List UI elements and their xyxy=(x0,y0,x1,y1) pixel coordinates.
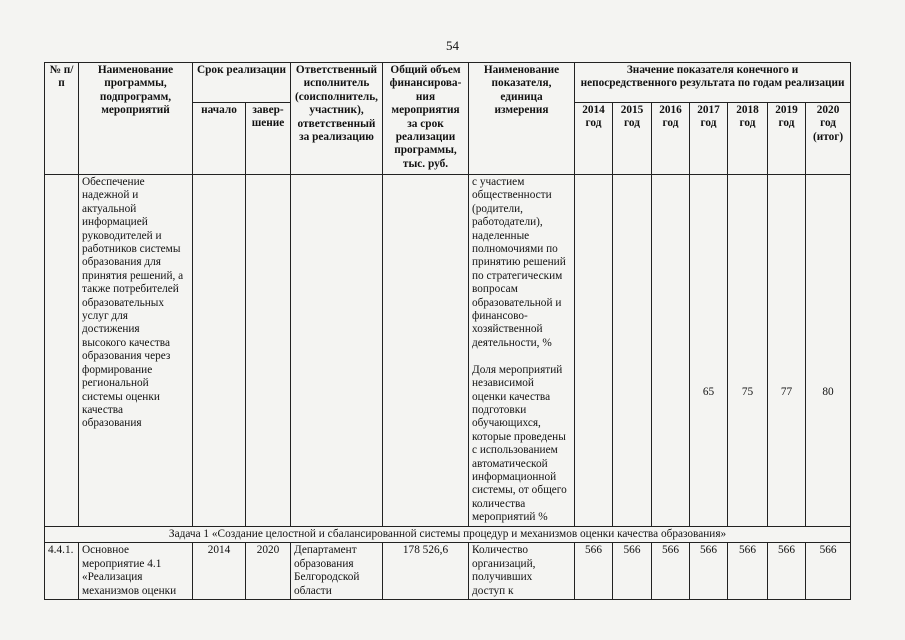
cell-value-2015: 566 xyxy=(613,543,652,600)
cell-start: 2014 xyxy=(193,543,246,600)
header-financing: Общий объем финансирова-ния мероприятия за срок реализации программы, тыс. руб. xyxy=(383,63,469,175)
header-name: Наименование программы, подпрограмм, мероприятий xyxy=(79,63,193,175)
header-responsible: Ответственный исполнитель (соисполнитель, участник), ответственный за реализацию xyxy=(291,63,383,175)
header-year-2016: 2016 год xyxy=(652,103,690,175)
cell-name: Обеспечение надежной и актуальной информацией руководителей и работников системы образования для принятия решений, а также потребителей образовательных услуг для достижения высокого качества образования через формирование региональной системы оценки качества образования xyxy=(79,175,193,527)
cell-value-2020: 80 xyxy=(806,175,851,527)
header-start: начало xyxy=(193,103,246,175)
cell-value-2017: 65 xyxy=(690,175,728,527)
cell-indicator: Количество организаций, получивших доступ к xyxy=(469,543,575,600)
cell-indicator: с участием общественности (родители, работодатели), наделенные полномочиями по принятию решений по стратегическим вопросам образовательной и финансово- хозяйственной деятельности, % Доля мероприятий независимой оценки качества подготовки обучающихся, которые проведены с использованием автоматической информационной системы, от общего количества мероприятий % xyxy=(469,175,575,527)
header-year-2018: 2018 год xyxy=(728,103,768,175)
cell-value-2018: 566 xyxy=(728,543,768,600)
cell-value-2014 xyxy=(575,175,613,527)
task-row: Задача 1 «Создание целостной и сбалансированной системы процедур и механизмов оценки качества образования» xyxy=(45,527,851,543)
header-year-2015: 2015 год xyxy=(613,103,652,175)
cell-value-2019: 77 xyxy=(768,175,806,527)
header-year-2020: 2020 год (итог) xyxy=(806,103,851,175)
cell-num xyxy=(45,175,79,527)
header-year-2017: 2017 год xyxy=(690,103,728,175)
cell-start xyxy=(193,175,246,527)
header-year-2019: 2019 год xyxy=(768,103,806,175)
table-row-continuation xyxy=(45,175,851,527)
cell-value-2016: 566 xyxy=(652,543,690,600)
header-indicator: Наименование показателя, единица измерения xyxy=(469,63,575,175)
cell-name: Основное мероприятие 4.1 «Реализация механизмов оценки xyxy=(79,543,193,600)
header-values-title: Значение показателя конечного и непосредственного результата по годам реализации xyxy=(575,63,851,103)
cell-responsible: Департамент образования Белгородской области xyxy=(291,543,383,600)
header-end: завер- шение xyxy=(246,103,291,175)
cell-value-2016 xyxy=(652,175,690,527)
cell-value-2014: 566 xyxy=(575,543,613,600)
header-year-2014: 2014 год xyxy=(575,103,613,175)
cell-responsible xyxy=(291,175,383,527)
header-num: № п/п xyxy=(45,63,79,175)
cell-financing xyxy=(383,175,469,527)
cell-value-2017: 566 xyxy=(690,543,728,600)
header-term: Срок реализации xyxy=(193,63,291,103)
table-row-4-4-1 xyxy=(45,543,851,600)
cell-financing: 178 526,6 xyxy=(383,543,469,600)
cell-value-2015 xyxy=(613,175,652,527)
cell-value-2020: 566 xyxy=(806,543,851,600)
page-number: 54 xyxy=(446,38,459,53)
cell-end xyxy=(246,175,291,527)
cell-num: 4.4.1. xyxy=(45,543,79,600)
cell-end: 2020 xyxy=(246,543,291,600)
program-table xyxy=(44,62,851,600)
cell-value-2019: 566 xyxy=(768,543,806,600)
cell-value-2018: 75 xyxy=(728,175,768,527)
